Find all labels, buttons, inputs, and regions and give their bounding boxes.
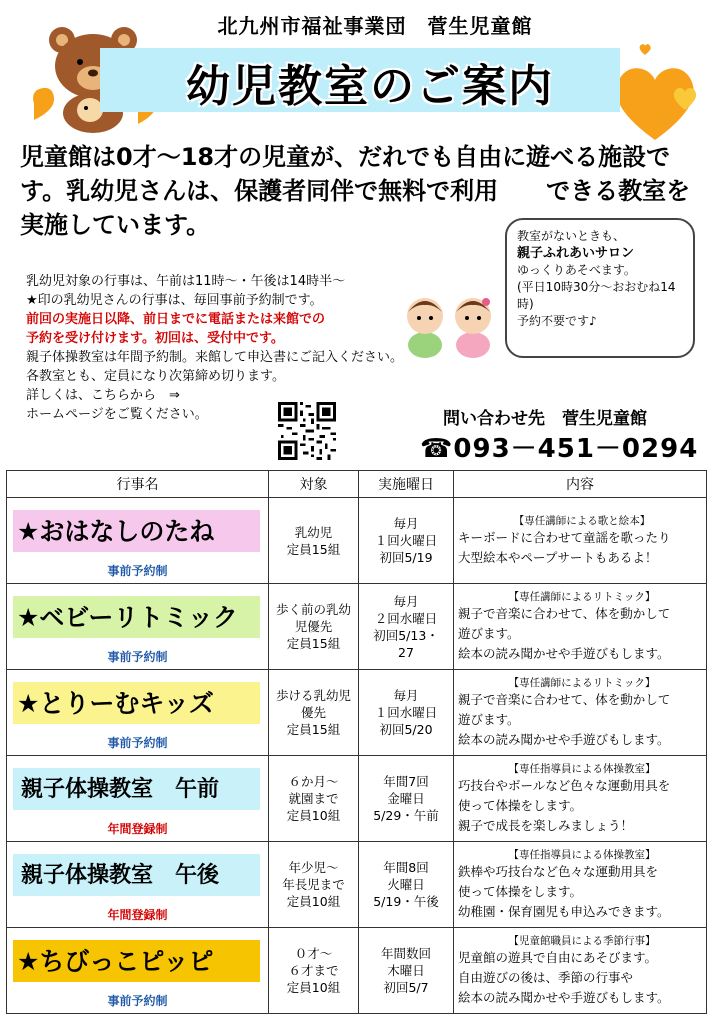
- schedule-line: 木曜日: [387, 963, 425, 978]
- schedule-line: 5/19・午後: [373, 894, 439, 909]
- info-line: ホームページをご覧ください。: [26, 407, 208, 422]
- table-row: [7, 498, 707, 584]
- column-header: 行事名: [7, 471, 269, 498]
- description-line: 絵本の読み聞かせや手遊びもします。: [458, 645, 670, 661]
- schedule-cell: [359, 584, 454, 670]
- page-title: 幼児教室のご案内: [186, 61, 554, 112]
- table-header-row: [7, 471, 707, 498]
- description-line: 大型絵本やペープサートもあるよ！: [458, 549, 658, 565]
- description-line: 鉄棒や巧技台など色々な運動用具を: [458, 863, 659, 879]
- target-line: 年長児まで: [282, 877, 345, 892]
- target-line: 定員10組: [286, 808, 341, 823]
- schedule-line: ２回水曜日: [374, 610, 438, 626]
- event-name: ★ベビーリトミック: [17, 603, 238, 632]
- description-line: 絵本の読み聞かせや手遊びもします。: [458, 731, 670, 747]
- phone-number[interactable]: ☎093－451－0294: [420, 434, 699, 464]
- info-section: [26, 272, 436, 424]
- description-line: キーボードに合わせて童謡を歌ったり: [458, 529, 671, 545]
- event-name: 親子体操教室 午後: [21, 863, 220, 888]
- intro-text: 児童館は0才～18才の児童が、だれでも自由に遊べる施設です。乳幼児さんは、保護者同伴で無料で利用 できる教室を実施しています。: [20, 143, 691, 239]
- schedule-line: 毎月: [393, 593, 419, 609]
- description-line: 親子で音楽に合わせて、体を動かして: [458, 691, 671, 707]
- info-line: 各教室とも、定員になり次第締め切ります。: [26, 369, 285, 384]
- target-line: 定員10組: [286, 894, 341, 909]
- description-line: 遊びます。: [458, 711, 520, 727]
- column-header: 内容: [454, 471, 707, 498]
- event-name: ★ちびっこピッピ: [17, 947, 214, 976]
- table-row: [7, 928, 707, 1014]
- description-cell: [454, 842, 707, 928]
- schedule-line: 年間7回: [383, 774, 429, 789]
- description-line: 自由遊びの後は、季節の行事や: [458, 969, 634, 985]
- target-line: 児優先: [294, 619, 333, 634]
- bubble-line: 教室がないときも、: [517, 229, 626, 243]
- description-line: 使って体操をします。: [458, 883, 583, 899]
- target-cell: [269, 670, 359, 756]
- target-line: 定員15組: [286, 541, 341, 557]
- table-row: [7, 670, 707, 756]
- event-name: 親子体操教室 午前: [21, 777, 220, 802]
- event-name: ★とりーむキッズ: [17, 689, 214, 718]
- registration-type: 年間登録制: [107, 908, 168, 922]
- target-line: 乳幼児: [294, 524, 333, 540]
- salon-name: 親子ふれあいサロン: [517, 246, 635, 261]
- info-line: 乳幼児対象の行事は、午前は11時～・午後は14時半～: [26, 274, 346, 289]
- schedule-line: 年間数回: [380, 946, 431, 961]
- description-line: 絵本の読み聞かせや手遊びもします。: [458, 989, 670, 1005]
- target-cell: [269, 928, 359, 1014]
- event-cell: [7, 928, 269, 1014]
- registration-type: 事前予約制: [107, 650, 168, 664]
- description-heading: 【専任講師によるリトミック】: [508, 676, 656, 689]
- table-row: [7, 756, 707, 842]
- target-line: ６才まで: [288, 963, 339, 978]
- description-line: 幼稚園・保育園児も申込みできます。: [458, 903, 670, 919]
- target-cell: [269, 498, 359, 584]
- schedule-line: 火曜日: [387, 877, 425, 892]
- schedule-table: [6, 470, 707, 1014]
- schedule-cell: [359, 498, 454, 584]
- schedule-line: 初回5/7: [383, 980, 429, 995]
- bubble-line: ゆっくりあそべます。: [517, 263, 636, 277]
- target-line: 歩く前の乳幼: [275, 602, 351, 617]
- reservation-notice: 予約を受け付けます。初回は、受付中です。: [26, 331, 284, 346]
- target-line: 定員15組: [286, 636, 341, 651]
- table-row: [7, 584, 707, 670]
- event-cell: [7, 842, 269, 928]
- contact-label: 問い合わせ先 菅生児童館: [443, 409, 647, 429]
- target-cell: [269, 842, 359, 928]
- target-line: ６か月～: [288, 774, 339, 789]
- description-line: 親子で音楽に合わせて、体を動かして: [458, 605, 671, 621]
- reservation-notice: 前回の実施日以降、前日までに電話または来館での: [26, 312, 326, 327]
- schedule-line: 毎月: [393, 688, 419, 703]
- table-row: [7, 842, 707, 928]
- description-heading: 【専任講師による歌と絵本】: [513, 514, 651, 527]
- schedule-line: 初回5/13・: [373, 627, 439, 643]
- schedule-line: 初回5/19: [379, 550, 433, 565]
- target-line: 年少児～: [288, 860, 339, 875]
- description-heading: 【専任指導員による体操教室】: [508, 848, 656, 861]
- schedule-cell: [359, 928, 454, 1014]
- description-cell: [454, 756, 707, 842]
- description-cell: [454, 498, 707, 584]
- description-heading: 【児童館職員による季節行事】: [508, 934, 656, 947]
- info-line: 親子体操教室は年間予約制。来館して申込書にご記入ください。: [26, 350, 404, 365]
- target-cell: [269, 756, 359, 842]
- event-name: ★おはなしのたね: [17, 517, 215, 546]
- description-line: 児童館の遊具で自由にあそびます。: [458, 949, 658, 965]
- target-cell: [269, 584, 359, 670]
- description-line: 親子で成長を楽しみましょう！: [458, 817, 634, 833]
- event-cell: [7, 584, 269, 670]
- schedule-cell: [359, 756, 454, 842]
- event-cell: [7, 670, 269, 756]
- registration-type: 事前予約制: [107, 736, 168, 750]
- target-line: 歩ける乳幼児: [275, 688, 351, 703]
- target-line: 優先: [300, 705, 326, 720]
- target-line: ０才～: [294, 946, 333, 961]
- info-line: ★印の乳幼児さんの行事は、毎回事前予約制です。: [26, 293, 323, 308]
- description-line: 巧技台やボールなど色々な運動用具を: [458, 777, 671, 793]
- description-heading: 【専任講師によるリトミック】: [508, 590, 656, 603]
- bubble-line: 予約不要です♪: [517, 314, 597, 328]
- schedule-line: 年間8回: [383, 860, 429, 875]
- bubble-hours: (平日10時30分～おおむね14時): [517, 280, 676, 311]
- schedule-cell: [359, 842, 454, 928]
- registration-type: 年間登録制: [107, 822, 168, 836]
- schedule-line: 初回5/20: [379, 722, 433, 737]
- target-line: 就園まで: [288, 791, 339, 806]
- description-line: 遊びます。: [458, 625, 520, 641]
- registration-type: 事前予約制: [107, 994, 168, 1008]
- target-line: 定員15組: [286, 722, 341, 737]
- organization-name: 北九州市福祉事業団 菅生児童館: [217, 14, 533, 38]
- schedule-line: １回火曜日: [374, 533, 438, 548]
- event-cell: [7, 498, 269, 584]
- description-line: 使って体操をします。: [458, 797, 583, 813]
- description-heading: 【専任指導員による体操教室】: [508, 762, 656, 775]
- column-header: 対象: [269, 471, 359, 498]
- schedule-line: １回水曜日: [374, 705, 438, 720]
- column-header: 実施曜日: [359, 471, 454, 498]
- registration-type: 事前予約制: [107, 564, 168, 578]
- event-cell: [7, 756, 269, 842]
- schedule-line: 金曜日: [387, 791, 425, 806]
- schedule-line: 27: [398, 644, 414, 660]
- schedule-cell: [359, 670, 454, 756]
- target-line: 定員10組: [286, 980, 341, 995]
- salon-speech-bubble: [505, 218, 695, 358]
- info-line: 詳しくは、こちらから ⇒: [26, 388, 180, 403]
- schedule-line: 毎月: [393, 516, 419, 531]
- description-cell: [454, 584, 707, 670]
- schedule-line: 5/29・午前: [373, 808, 439, 823]
- description-cell: [454, 928, 707, 1014]
- qr-code[interactable]: [278, 402, 336, 460]
- description-cell: [454, 670, 707, 756]
